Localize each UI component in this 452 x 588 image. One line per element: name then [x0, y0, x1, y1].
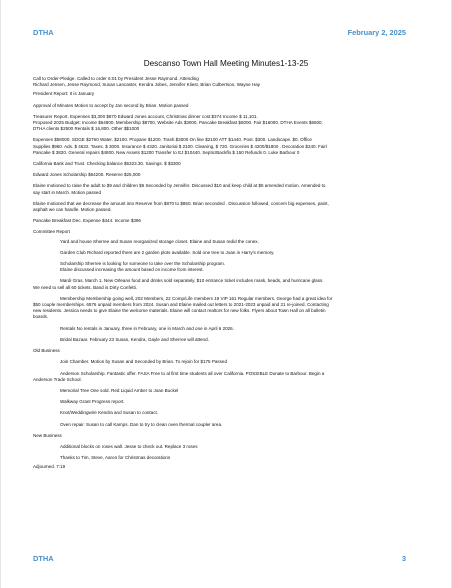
minutes-body: [33, 76, 423, 476]
list-item: Additional blocks on roses wall. Jesse to check out. Replace 3 roses: [60, 443, 198, 449]
list-item: Yard and house Sherree and Susan reorganized storage closet. Elaine and Susan redid the conex.: [60, 238, 259, 244]
motion-reserve: Elaine motioned that we decrease the amount into Reserve from $870 to $850. Brian seconded . Discussion followed, concern big expenses, paint, asphalt we can handle. Motion passed.: [33, 200, 329, 213]
header-org: DTHA: [33, 28, 54, 37]
expenses: Expenses $58000. SDGE $2760 Water. $2100. Propane $1200. Trash $3000 On line $2100 ATT $1440. Post. $300. Landscape. $0. Office Supplies $960. Ads. $ 4632. Taxes. $ 3000. Insurance $ 4320. Janitorial $ 2100. Cleaning, $ 720. Groceries $ 4200/$1800 . Decoration $240. Fair/ Pancake $ 3820. General repairs $4800. New Assets $1200 Transfer to EJ $10440. Septic/Backflo $ 150 Refunds 0. Luke Barbour 0: [33, 137, 328, 155]
page-header: [33, 28, 406, 37]
approval-of-minutes: Approval of Minutes Motion to accept by Jan second by Brian. Motion passed: [33, 102, 189, 108]
list-item: Garden Club Richard reported there are 2 garden plots available. Sold one tree to Joan in Harry's memory.: [60, 249, 275, 255]
scholarship-reserve: Edward Jones Scholarship $64200. Reserve $25,000: [33, 172, 141, 178]
header-date: February 2, 2025: [347, 28, 406, 37]
list-item: Bridal Bazaar. February 23 Susan, Kendra, Gayle and Sherree will attend.: [60, 336, 209, 342]
president-report: President Report: It is January: [33, 91, 95, 97]
footer-org: DTHA: [33, 554, 54, 563]
page-footer: [33, 554, 406, 563]
list-item: Membership Membership going well, 202 Members, 22 Comp/Life members 19 VIP 161 Regular members. George had a great idea for $50 couple memberships. 6576 unpaid members from 2024. Susan and Elaine mailed out letters to 2021-2023 unpaid and 21 re-joined. Contacting new residents. Jessica needs to give Elaine the welcome materials. Elaine will contact realtors for new folks. Flyers about Town Hall on all bulletin boards.: [33, 295, 333, 320]
list-item: Memorial Tree One sold. Red Liquid Amber to Joan Buckel: [60, 387, 179, 393]
treasurer-report: Treasurer Report. Expenses $3,300 $870 Edward Jones account, Christmas dinner cost $374 Income $ 11,101. Proposed 2025 Budget: Income $64800. Membership $8700, Website Ads $3000. Pancake Breakfast $6000. Fair $16000. DTHA Events $6500. DTHA clients $2500 Rentals $ 16,800. Other $$1000: [33, 113, 323, 132]
list-item: Oven repair. Susan to call Kamps. Dan to try to clean oven thermal coupler area.: [60, 421, 223, 427]
list-item: Knot/Weddingwire Kendra and Susan to contact.: [60, 410, 158, 416]
pancake-breakfast: Pancake Breakfast Dec. Expense $444. Income $396: [33, 218, 141, 224]
adjourned: Adjourned. 7:19: [33, 464, 66, 470]
document-title: Descanso Town Hall Meeting Minutes1-13-25: [143, 59, 309, 68]
call-to-order: Call to Order-Pledge. Called to order 6:01 by President Jesse Raymond. Attending Richard Jensen, Jesse Raymond, Susan Lancaster, Kendra Jobes, Jennifer Kliest, Brian Culbertson, Wayne Hay: [33, 76, 261, 88]
list-item: Walkway Grant Progress report.: [60, 399, 125, 405]
page-number: 3: [401, 554, 406, 563]
motion-adult-price: Elaine motioned to raise the adult to $9 and children $6 Seconded by Jennifer. Discussed $10 and keep child at $5 amended motion. Amended to say start in March. Motion passed: [33, 183, 326, 195]
section-heading: New Business: [33, 432, 62, 438]
section-heading: Committee Report: [33, 229, 70, 235]
page-edge-left: [0, 0, 1, 588]
list-item: Anderson Scholarship. Fantastic offer. FASA Free to al first time students all over California. POSSIBLE Donate to Barbour. Begin a Anderson Trade School.: [33, 370, 325, 382]
list-item: Scholarship Sherree is looking for someone to take over the Scholarship program. Elaine discussed increasing the amount based on income from interest.: [60, 261, 226, 273]
list-item: Join Chamber. Motion by Susan and Seconded by Brian. To rejoin for $175 Passed: [60, 359, 227, 365]
list-item: Thanks to Tim, Steve, Aaron for Christmas decorations: [60, 455, 171, 461]
list-item: Mardi Gras. March 1. New Orleans food and drinks sold separately. $10 entrance ticket includes mask, beads, and hurricane glass. We need to sell all 60 tickets. Band is Dirty Confetti.: [33, 278, 324, 290]
bank-balance: California Bank and Trust. Checking balance $5323.30. Savings. $ $3300: [33, 161, 181, 167]
section-heading: Old Business: [33, 348, 60, 354]
list-item: Rentals No rentals in January, three in February, one in March and one in April 6 2026.: [60, 325, 234, 331]
